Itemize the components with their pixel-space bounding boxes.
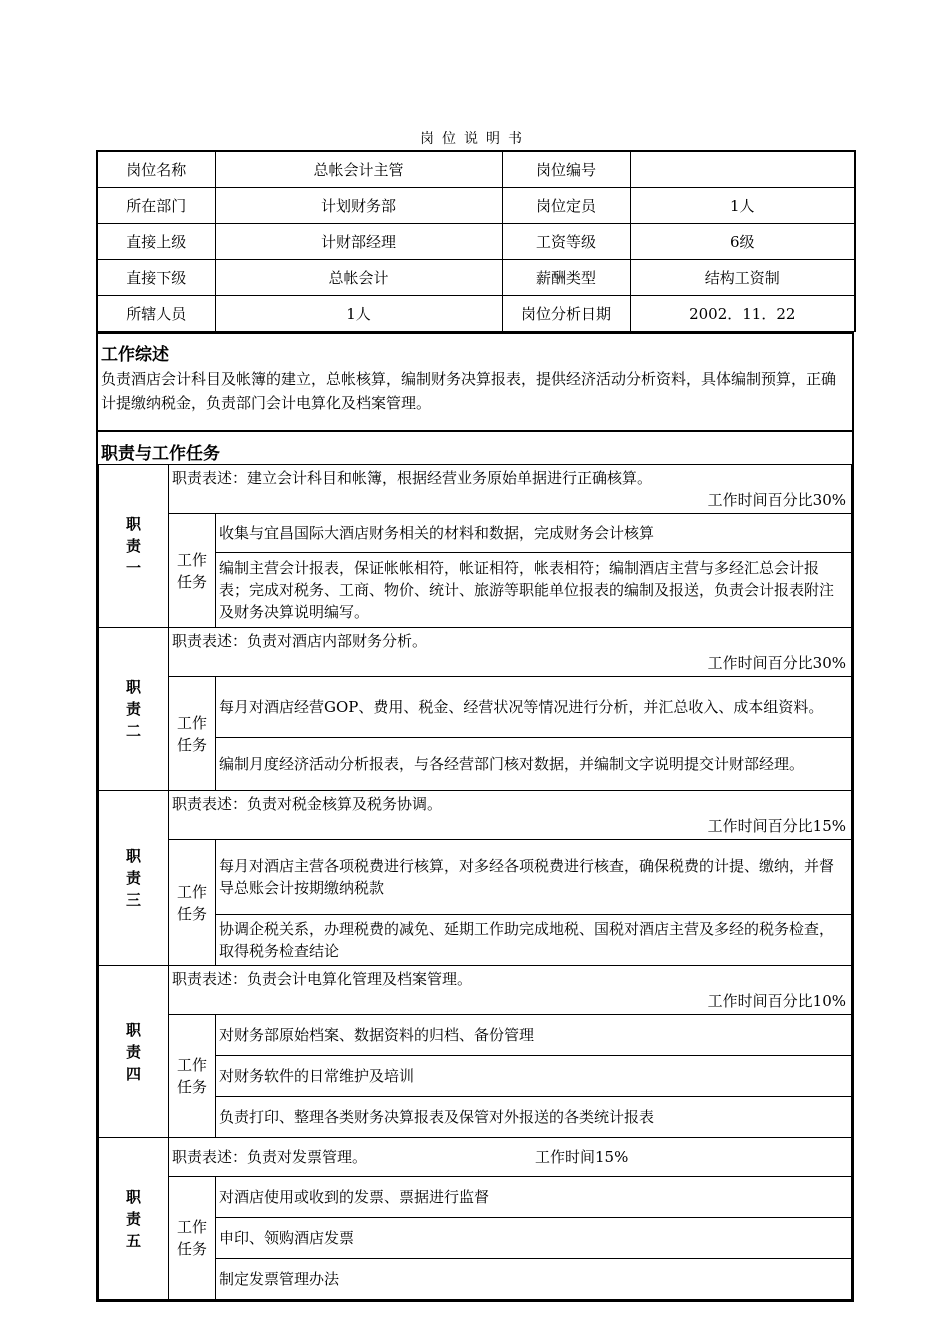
info-value: 总帐会计 (215, 260, 502, 296)
info-label: 岗位分析日期 (502, 296, 630, 332)
task-text: 收集与宜昌国际大酒店财务相关的材料和数据，完成财务会计核算 (216, 514, 852, 553)
task-text: 协调企税关系，办理税费的减免、延期工作助完成地税、国税对酒店主营及多经的税务检查，取得税务检查结论 (216, 915, 852, 966)
task-text: 每月对酒店主营各项税费进行核算，对多经各项税费进行核查，确保税费的计提、缴纳，并督导总账会计按期缴纳税款 (216, 840, 852, 915)
duty-description-cell (169, 791, 852, 840)
info-label: 所在部门 (97, 188, 215, 224)
document-title: 岗位说明书 (420, 131, 530, 147)
task-text: 对财务软件的日常维护及培训 (216, 1056, 852, 1097)
duty-description-row (99, 1138, 852, 1177)
task-label-text: 工作任务 (177, 1056, 208, 1096)
task-label (169, 1177, 216, 1300)
work-time-percentage: 工作时间百分比15% (707, 817, 846, 835)
duty-description-cell (169, 465, 852, 514)
duty-description-row (99, 465, 852, 514)
duty-description: 职责表述：负责会计电算化管理及档案管理。 (172, 970, 473, 988)
info-value: 2002．11．22 (630, 296, 855, 332)
duty-description: 职责表述：负责对税金核算及税务协调。 (172, 795, 443, 813)
position-info-table (96, 150, 856, 332)
work-summary-section (96, 332, 854, 430)
duties-title: 职责与工作任务 (101, 444, 220, 464)
duties-frame (96, 464, 854, 1302)
info-label: 岗位定员 (502, 188, 630, 224)
task-text: 编制主营会计报表，保证帐帐相符，帐证相符，帐表相符；编制酒店主营与多经汇总会计报表；完成对税务、工商、物价、统计、旅游等职能单位报表的编制及报送，负责会计报表附注及财务决算说明编写。 (216, 553, 852, 628)
duty-label-text: 职责三 (126, 847, 142, 909)
duty-label (99, 966, 169, 1138)
task-text: 对酒店使用或收到的发票、票据进行监督 (216, 1177, 852, 1218)
work-summary-title: 工作综述 (101, 345, 169, 365)
info-value: 计划财务部 (215, 188, 502, 224)
info-value: 1人 (630, 188, 855, 224)
info-row (97, 151, 855, 188)
duty-label-text: 职责一 (126, 515, 142, 577)
duties-table (98, 464, 852, 1300)
info-label: 岗位名称 (97, 151, 215, 188)
task-label (169, 677, 216, 791)
task-text: 编制月度经济活动分析报表，与各经营部门核对数据，并编制文字说明提交计财部经理。 (216, 738, 852, 791)
work-time-percentage: 工作时间15% (535, 1148, 629, 1166)
info-label: 所辖人员 (97, 296, 215, 332)
duty-label-text: 职责四 (126, 1020, 142, 1083)
duty-label (99, 628, 169, 791)
info-value: 计财部经理 (215, 224, 502, 260)
task-label-text: 工作任务 (177, 1218, 208, 1258)
duty-description: 职责表述：建立会计科目和帐簿，根据经营业务原始单据进行正确核算。 (172, 469, 653, 487)
duty-description-row (99, 628, 852, 677)
info-label: 直接上级 (97, 224, 215, 260)
task-label (169, 514, 216, 628)
work-time-percentage: 工作时间百分比30% (707, 654, 846, 672)
duty-label (99, 791, 169, 966)
task-row (99, 1177, 852, 1218)
duty-description: 职责表述：负责对酒店内部财务分析。 (172, 632, 428, 650)
task-text: 申印、领购酒店发票 (216, 1218, 852, 1259)
duty-description-cell (169, 1138, 852, 1177)
info-row (97, 188, 855, 224)
task-row (99, 1015, 852, 1056)
duty-label-text: 职责五 (126, 1187, 142, 1250)
duty-label-text: 职责二 (126, 678, 142, 740)
task-row (99, 514, 852, 553)
duty-description-cell (169, 966, 852, 1015)
work-time-percentage: 工作时间百分比10% (707, 992, 846, 1010)
task-text: 每月对酒店经营GOP、费用、税金、经营状况等情况进行分析，并汇总收入、成本组资料。 (216, 677, 852, 738)
duties-section (96, 430, 854, 464)
info-value (630, 151, 855, 188)
task-text: 对财务部原始档案、数据资料的归档、备份管理 (216, 1015, 852, 1056)
duty-description-row (99, 966, 852, 1015)
duty-label (99, 465, 169, 628)
task-label (169, 1015, 216, 1138)
info-label: 岗位编号 (502, 151, 630, 188)
duty-description: 职责表述：负责对发票管理。 (172, 1148, 368, 1166)
task-label-text: 工作任务 (177, 713, 208, 754)
task-label (169, 840, 216, 966)
info-value: 6级 (630, 224, 855, 260)
job-description-form (96, 150, 854, 1302)
info-value: 总帐会计主管 (215, 151, 502, 188)
duty-label (99, 1138, 169, 1300)
info-value: 结构工资制 (630, 260, 855, 296)
info-label: 直接下级 (97, 260, 215, 296)
info-row (97, 224, 855, 260)
work-time-percentage: 工作时间百分比30% (707, 491, 846, 509)
work-summary-text: 负责酒店会计科目及帐簿的建立，总帐核算，编制财务决算报表，提供经济活动分析资料，具体编制预算，正确计提缴纳税金，负责部门会计电算化及档案管理。 (101, 370, 837, 412)
duty-description-cell (169, 628, 852, 677)
info-row (97, 296, 855, 332)
task-text: 负责打印、整理各类财务决算报表及保管对外报送的各类统计报表 (216, 1097, 852, 1138)
task-label-text: 工作任务 (177, 550, 208, 591)
info-row (97, 260, 855, 296)
task-row (99, 840, 852, 915)
duty-description-row (99, 791, 852, 840)
task-label-text: 工作任务 (177, 882, 208, 923)
info-label: 薪酬类型 (502, 260, 630, 296)
task-text: 制定发票管理办法 (216, 1259, 852, 1300)
task-row (99, 677, 852, 738)
info-value: 1人 (215, 296, 502, 332)
info-label: 工资等级 (502, 224, 630, 260)
